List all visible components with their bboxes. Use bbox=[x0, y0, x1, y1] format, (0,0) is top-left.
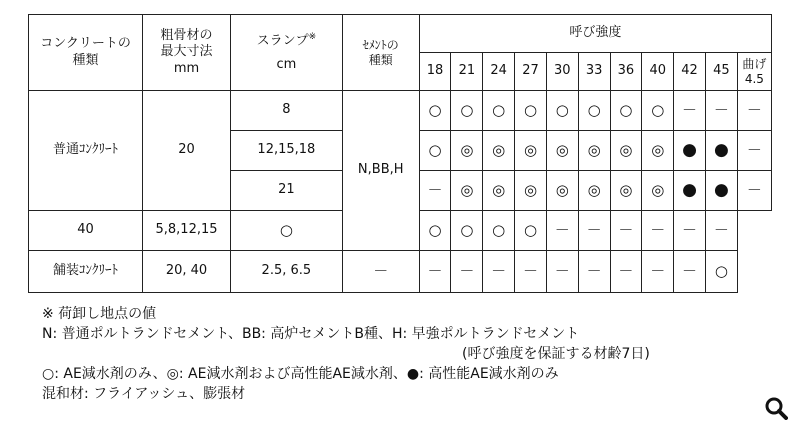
grade-cell: － bbox=[642, 251, 674, 293]
magnifier-icon-graphic bbox=[764, 396, 788, 420]
grade-cell: ◎ bbox=[451, 171, 483, 211]
slump-cell: 5,8,12,15 bbox=[143, 211, 231, 251]
grade-cell: ● bbox=[674, 131, 706, 171]
grade-cell: ◎ bbox=[483, 171, 515, 211]
grade-cell: － bbox=[451, 251, 483, 293]
magnifier-icon[interactable] bbox=[764, 396, 788, 420]
header-slump-label: スランプ bbox=[256, 32, 309, 48]
grade-cell: ◎ bbox=[546, 131, 578, 171]
note-strength-age: (呼び強度を保証する材齢7日) bbox=[462, 346, 650, 362]
grade-cell: － bbox=[737, 91, 771, 131]
grade-cell: ◎ bbox=[610, 131, 642, 171]
grade-cell: － bbox=[610, 251, 642, 293]
grade-cell: ◎ bbox=[642, 131, 674, 171]
grade-cell: ○ bbox=[230, 211, 342, 251]
grade-cell: － bbox=[705, 211, 737, 251]
grade-cell: ◎ bbox=[515, 171, 547, 211]
header-slump-unit: cm bbox=[276, 57, 297, 73]
grade-cell: － bbox=[642, 211, 674, 251]
header-bending-strength: 曲げ 4.5 bbox=[737, 53, 771, 91]
header-strength-30: 30 bbox=[546, 53, 578, 91]
header-cement-type: ｾﾒﾝﾄの 種類 bbox=[342, 15, 419, 91]
note-admixtures: 混和材: フライアッシュ、膨張材 bbox=[42, 386, 246, 402]
grade-cell: ● bbox=[705, 131, 737, 171]
slump-cell: 12,15,18 bbox=[230, 131, 342, 171]
header-strength-36: 36 bbox=[610, 53, 642, 91]
grade-cell: ○ bbox=[419, 131, 451, 171]
slump-cell: 2.5, 6.5 bbox=[230, 251, 342, 293]
header-strength-27: 27 bbox=[515, 53, 547, 91]
grade-cell: ○ bbox=[515, 211, 547, 251]
header-strength-40: 40 bbox=[642, 53, 674, 91]
grade-cell: ○ bbox=[546, 91, 578, 131]
grade-cell: － bbox=[515, 251, 547, 293]
grade-cell: ◎ bbox=[515, 131, 547, 171]
grade-cell: ◎ bbox=[451, 131, 483, 171]
slump-cell: 8 bbox=[230, 91, 342, 131]
grade-cell: ○ bbox=[515, 91, 547, 131]
normal-concrete-label: 普通ｺﾝｸﾘｰﾄ bbox=[29, 91, 143, 211]
grade-cell: － bbox=[674, 211, 706, 251]
header-strength-21: 21 bbox=[451, 53, 483, 91]
grade-cell: － bbox=[546, 251, 578, 293]
grade-cell: － bbox=[737, 171, 771, 211]
grade-cell: － bbox=[578, 211, 610, 251]
header-strength-18: 18 bbox=[419, 53, 451, 91]
grade-cell: ● bbox=[674, 171, 706, 211]
grade-cell: － bbox=[674, 251, 706, 293]
grade-cell: － bbox=[578, 251, 610, 293]
header-concrete-type: コンクリートの 種類 bbox=[29, 15, 143, 91]
slump-cell: 21 bbox=[230, 171, 342, 211]
grade-cell: ◎ bbox=[642, 171, 674, 211]
header-slump bbox=[230, 15, 342, 91]
paving-aggregate: 20, 40 bbox=[143, 251, 231, 293]
note-slump-footnote: ※ 荷卸し地点の値 bbox=[42, 306, 157, 322]
header-max-aggregate-size: 粗骨材の 最大寸法 mm bbox=[143, 15, 231, 91]
grade-cell: ○ bbox=[483, 91, 515, 131]
grade-cell: ○ bbox=[705, 251, 737, 293]
table-row bbox=[29, 251, 772, 293]
header-nominal-strength: 呼び強度 bbox=[419, 15, 771, 53]
concrete-spec-table bbox=[28, 14, 772, 293]
grade-cell: － bbox=[419, 251, 451, 293]
header-strength-45: 45 bbox=[705, 53, 737, 91]
cement-type-cell: N,BB,H bbox=[342, 91, 419, 251]
grade-cell: ○ bbox=[419, 91, 451, 131]
grade-cell: － bbox=[705, 91, 737, 131]
grade-cell: ○ bbox=[419, 211, 451, 251]
grade-cell: ◎ bbox=[578, 131, 610, 171]
table-row bbox=[29, 91, 772, 131]
grade-cell: ○ bbox=[483, 211, 515, 251]
grade-cell: ○ bbox=[610, 91, 642, 131]
header-strength-42: 42 bbox=[674, 53, 706, 91]
grade-cell: － bbox=[483, 251, 515, 293]
grade-cell: ◎ bbox=[610, 171, 642, 211]
grade-cell: ◎ bbox=[578, 171, 610, 211]
paving-concrete-label: 舗装ｺﾝｸﾘｰﾄ bbox=[29, 251, 143, 293]
normal-aggregate-40: 40 bbox=[29, 211, 143, 251]
grade-cell: ◎ bbox=[546, 171, 578, 211]
grade-cell: － bbox=[419, 171, 451, 211]
normal-aggregate-20: 20 bbox=[143, 91, 231, 211]
grade-cell: － bbox=[342, 251, 419, 293]
grade-cell: ● bbox=[705, 171, 737, 211]
header-strength-33: 33 bbox=[578, 53, 610, 91]
grade-cell: － bbox=[546, 211, 578, 251]
grade-cell: － bbox=[737, 131, 771, 171]
grade-cell: ○ bbox=[451, 91, 483, 131]
note-symbol-legend: ○: AE減水剤のみ、◎: AE減水剤および高性能AE減水剤、●: 高性能AE減水剤のみ bbox=[42, 366, 559, 382]
grade-cell: ○ bbox=[578, 91, 610, 131]
grade-cell: ○ bbox=[451, 211, 483, 251]
header-strength-24: 24 bbox=[483, 53, 515, 91]
grade-cell: － bbox=[674, 91, 706, 131]
grade-cell: ○ bbox=[642, 91, 674, 131]
header-slump-mark: ※ bbox=[308, 31, 317, 42]
note-cement-types: N: 普通ポルトランドセメント、BB: 高炉セメントB種、H: 早強ポルトランドセメント bbox=[42, 326, 580, 342]
grade-cell: ◎ bbox=[483, 131, 515, 171]
grade-cell: － bbox=[610, 211, 642, 251]
table-notes bbox=[42, 304, 762, 404]
